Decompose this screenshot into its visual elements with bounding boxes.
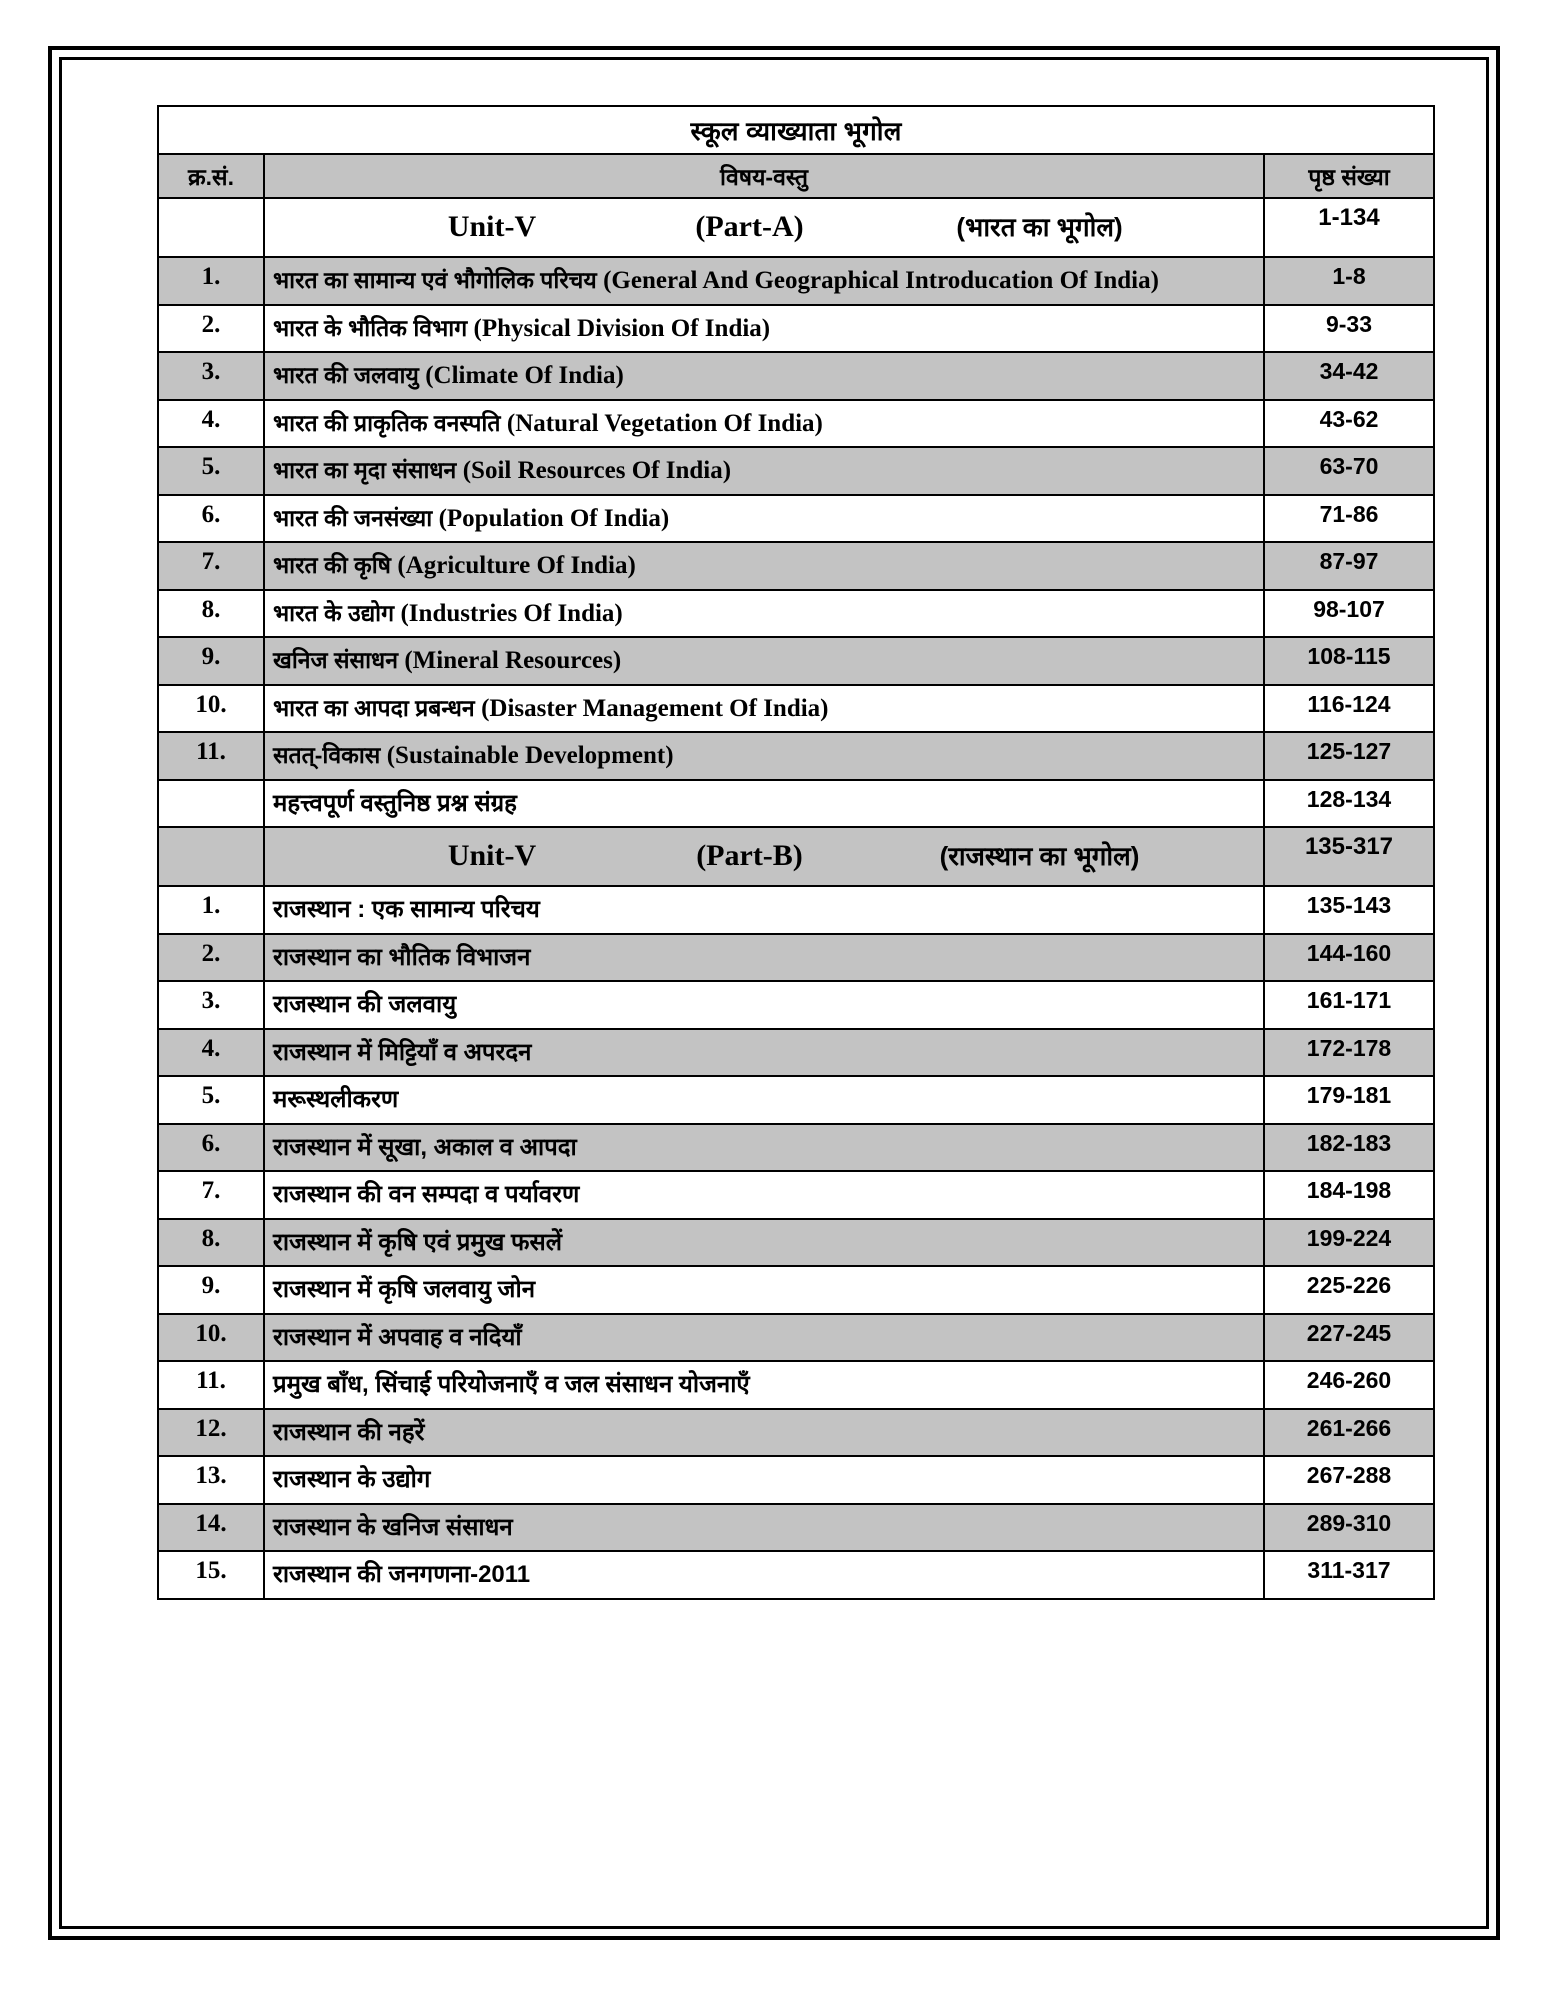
table-row (158, 542, 1434, 590)
table-row (158, 886, 1434, 934)
row-topic (264, 732, 1264, 780)
row-serial-number: 15. (158, 1551, 264, 1599)
row-topic (264, 305, 1264, 353)
topic-hindi: राजस्थान में कृषि एवं प्रमुख फसलें (273, 1228, 563, 1256)
row-page-number: 225-226 (1264, 1266, 1434, 1314)
unit-name: Unit-V (447, 210, 537, 243)
table-row (158, 305, 1434, 353)
row-page-number: 125-127 (1264, 732, 1434, 780)
column-header-page: पृष्ठ संख्या (1264, 154, 1434, 198)
row-serial-number: 7. (158, 542, 264, 590)
row-page-number: 116-124 (1264, 685, 1434, 733)
row-topic (264, 1456, 1264, 1504)
topic-hindi: सतत्-विकास (273, 742, 387, 768)
table-row (158, 1124, 1434, 1172)
page-content (157, 105, 1433, 1600)
unit-banner-row (158, 827, 1434, 886)
table-row (158, 780, 1434, 828)
table-row (158, 1409, 1434, 1457)
table-row (158, 495, 1434, 543)
unit-banner-page: 1-134 (1264, 198, 1434, 257)
row-serial-number: 8. (158, 1219, 264, 1267)
table-row (158, 1504, 1434, 1552)
row-page-number: 1-8 (1264, 257, 1434, 305)
row-topic (264, 780, 1264, 828)
unit-part: (Part-A) (695, 210, 804, 243)
row-topic (264, 495, 1264, 543)
row-page-number: 34-42 (1264, 352, 1434, 400)
row-topic (264, 1076, 1264, 1124)
row-page-number: 9-33 (1264, 305, 1434, 353)
topic-hindi: भारत की कृषि (273, 552, 398, 578)
row-serial-number: 5. (158, 447, 264, 495)
topic-hindi: राजस्थान में कृषि जलवायु जोन (273, 1276, 536, 1303)
unit-banner-sno-cell (158, 198, 264, 257)
table-row (158, 685, 1434, 733)
table-row (158, 732, 1434, 780)
row-serial-number: 13. (158, 1456, 264, 1504)
unit-part: (Part-B) (696, 839, 803, 872)
row-topic (264, 257, 1264, 305)
row-page-number: 184-198 (1264, 1171, 1434, 1219)
unit-scope: (राजस्थान का भूगोल) (939, 841, 1140, 871)
document-title: स्कूल व्याख्याता भूगोल (158, 106, 1434, 154)
row-topic (264, 1551, 1264, 1599)
topic-hindi: भारत की प्राकृतिक वनस्पति (273, 409, 507, 436)
row-serial-number: 7. (158, 1171, 264, 1219)
row-page-number: 43-62 (1264, 400, 1434, 448)
topic-hindi: भारत के उद्योग (273, 599, 401, 626)
topic-hindi: महत्त्वपूर्ण वस्तुनिष्ठ प्रश्न संग्रह (273, 789, 517, 817)
table-row (158, 1266, 1434, 1314)
row-page-number: 179-181 (1264, 1076, 1434, 1124)
topic-hindi: राजस्थान की वन सम्पदा व पर्यावरण (273, 1181, 580, 1208)
topic-english: (Natural Vegetation Of India) (506, 409, 823, 437)
row-topic (264, 590, 1264, 638)
row-serial-number: 2. (158, 934, 264, 982)
row-topic (264, 1124, 1264, 1172)
row-serial-number: 5. (158, 1076, 264, 1124)
table-row (158, 1551, 1434, 1599)
row-page-number: 311-317 (1264, 1551, 1434, 1599)
topic-hindi: भारत की जलवायु (273, 362, 426, 388)
row-topic (264, 400, 1264, 448)
topic-english: (Disaster Management Of India) (481, 694, 829, 722)
page-border-frame (48, 46, 1500, 1940)
row-serial-number: 3. (158, 981, 264, 1029)
row-topic (264, 685, 1264, 733)
row-serial-number: 4. (158, 400, 264, 448)
topic-hindi: राजस्थान के उद्योग (273, 1466, 431, 1493)
table-row (158, 400, 1434, 448)
topic-hindi: राजस्थान : एक सामान्य परिचय (273, 896, 540, 923)
row-serial-number: 6. (158, 1124, 264, 1172)
table-row (158, 447, 1434, 495)
table-row (158, 352, 1434, 400)
row-serial-number: 6. (158, 495, 264, 543)
row-topic (264, 1504, 1264, 1552)
column-header-row (158, 154, 1434, 198)
topic-english: (Mineral Resources) (404, 647, 622, 674)
topic-english: (Sustainable Development) (386, 742, 674, 769)
topic-english: (Population Of India) (438, 504, 670, 532)
row-topic (264, 1361, 1264, 1409)
table-row (158, 1029, 1434, 1077)
row-topic (264, 1409, 1264, 1457)
column-header-sno: क्र.सं. (158, 154, 264, 198)
row-page-number: 227-245 (1264, 1314, 1434, 1362)
topic-hindi: प्रमुख बाँध, सिंचाई परियोजनाएँ व जल संसाधन योजनाएँ (273, 1371, 750, 1398)
row-page-number: 63-70 (1264, 447, 1434, 495)
topic-hindi: भारत का मृदा संसाधन (273, 457, 463, 483)
table-of-contents (157, 105, 1435, 1600)
row-topic (264, 1266, 1264, 1314)
row-serial-number: 14. (158, 1504, 264, 1552)
unit-scope: (भारत का भूगोल) (956, 212, 1123, 242)
row-serial-number: 11. (158, 1361, 264, 1409)
row-topic (264, 981, 1264, 1029)
topic-english: (Climate Of India) (425, 362, 624, 389)
row-page-number: 128-134 (1264, 780, 1434, 828)
unit-banner-row (158, 198, 1434, 257)
table-row (158, 981, 1434, 1029)
row-topic (264, 934, 1264, 982)
row-serial-number: 1. (158, 886, 264, 934)
table-row (158, 1219, 1434, 1267)
table-row (158, 590, 1434, 638)
row-serial-number: 8. (158, 590, 264, 638)
row-topic (264, 352, 1264, 400)
topic-hindi: भारत के भौतिक विभाग (273, 314, 474, 341)
row-topic (264, 1314, 1264, 1362)
row-topic (264, 637, 1264, 685)
row-serial-number: 10. (158, 1314, 264, 1362)
topic-hindi: राजस्थान का भौतिक विभाजन (273, 943, 531, 971)
row-serial-number: 3. (158, 352, 264, 400)
unit-banner-label (264, 198, 1264, 257)
row-page-number: 267-288 (1264, 1456, 1434, 1504)
topic-hindi: भारत का आपदा प्रबन्धन (273, 694, 482, 721)
row-topic (264, 1219, 1264, 1267)
row-topic (264, 1029, 1264, 1077)
row-serial-number: 1. (158, 257, 264, 305)
topic-hindi: भारत का सामान्य एवं भौगोलिक परिचय (273, 267, 604, 293)
topic-hindi: भारत की जनसंख्या (273, 504, 439, 531)
row-page-number: 144-160 (1264, 934, 1434, 982)
unit-name: Unit-V (447, 839, 537, 872)
row-serial-number: 9. (158, 1266, 264, 1314)
row-topic (264, 542, 1264, 590)
row-page-number: 182-183 (1264, 1124, 1434, 1172)
unit-banner-sno-cell (158, 827, 264, 886)
row-serial-number: 2. (158, 305, 264, 353)
row-page-number: 246-260 (1264, 1361, 1434, 1409)
topic-hindi: राजस्थान में सूखा, अकाल व आपदा (273, 1133, 577, 1161)
row-topic (264, 886, 1264, 934)
topic-english: (Soil Resources Of India) (462, 457, 732, 484)
topic-hindi: खनिज संसाधन (273, 647, 405, 673)
row-page-number: 71-86 (1264, 495, 1434, 543)
topic-english: (Agriculture Of India) (397, 552, 636, 579)
unit-banner-page: 135-317 (1264, 827, 1434, 886)
row-serial-number: 9. (158, 637, 264, 685)
table-row (158, 1076, 1434, 1124)
row-serial-number: 4. (158, 1029, 264, 1077)
row-serial-number: 10. (158, 685, 264, 733)
row-page-number: 289-310 (1264, 1504, 1434, 1552)
table-row (158, 1361, 1434, 1409)
table-title-row (158, 106, 1434, 154)
topic-hindi: राजस्थान की जनगणना-2011 (273, 1561, 531, 1588)
topic-hindi: राजस्थान में मिट्टियाँ व अपरदन (273, 1038, 532, 1066)
column-header-topic: विषय-वस्तु (264, 154, 1264, 198)
topic-english: (General And Geographical Introducation Of India) (603, 267, 1159, 294)
table-row (158, 637, 1434, 685)
row-page-number: 261-266 (1264, 1409, 1434, 1457)
unit-banner-label (264, 827, 1264, 886)
row-page-number: 172-178 (1264, 1029, 1434, 1077)
row-serial-number: 12. (158, 1409, 264, 1457)
row-serial-number (158, 780, 264, 828)
topic-hindi: राजस्थान की जलवायु (273, 991, 457, 1018)
row-serial-number: 11. (158, 732, 264, 780)
row-page-number: 98-107 (1264, 590, 1434, 638)
row-page-number: 87-97 (1264, 542, 1434, 590)
topic-hindi: राजस्थान के खनिज संसाधन (273, 1513, 513, 1541)
table-row (158, 1314, 1434, 1362)
row-topic (264, 447, 1264, 495)
row-page-number: 108-115 (1264, 637, 1434, 685)
topic-hindi: राजस्थान में अपवाह व नदियाँ (273, 1323, 522, 1351)
table-row (158, 1171, 1434, 1219)
row-page-number: 135-143 (1264, 886, 1434, 934)
table-row (158, 257, 1434, 305)
topic-english: (Physical Division Of India) (473, 314, 771, 342)
topic-hindi: राजस्थान की नहरें (273, 1418, 425, 1446)
row-page-number: 161-171 (1264, 981, 1434, 1029)
table-row (158, 1456, 1434, 1504)
row-page-number: 199-224 (1264, 1219, 1434, 1267)
topic-hindi: मरूस्थलीकरण (273, 1086, 399, 1113)
table-row (158, 934, 1434, 982)
row-topic (264, 1171, 1264, 1219)
topic-english: (Industries Of India) (400, 599, 623, 627)
